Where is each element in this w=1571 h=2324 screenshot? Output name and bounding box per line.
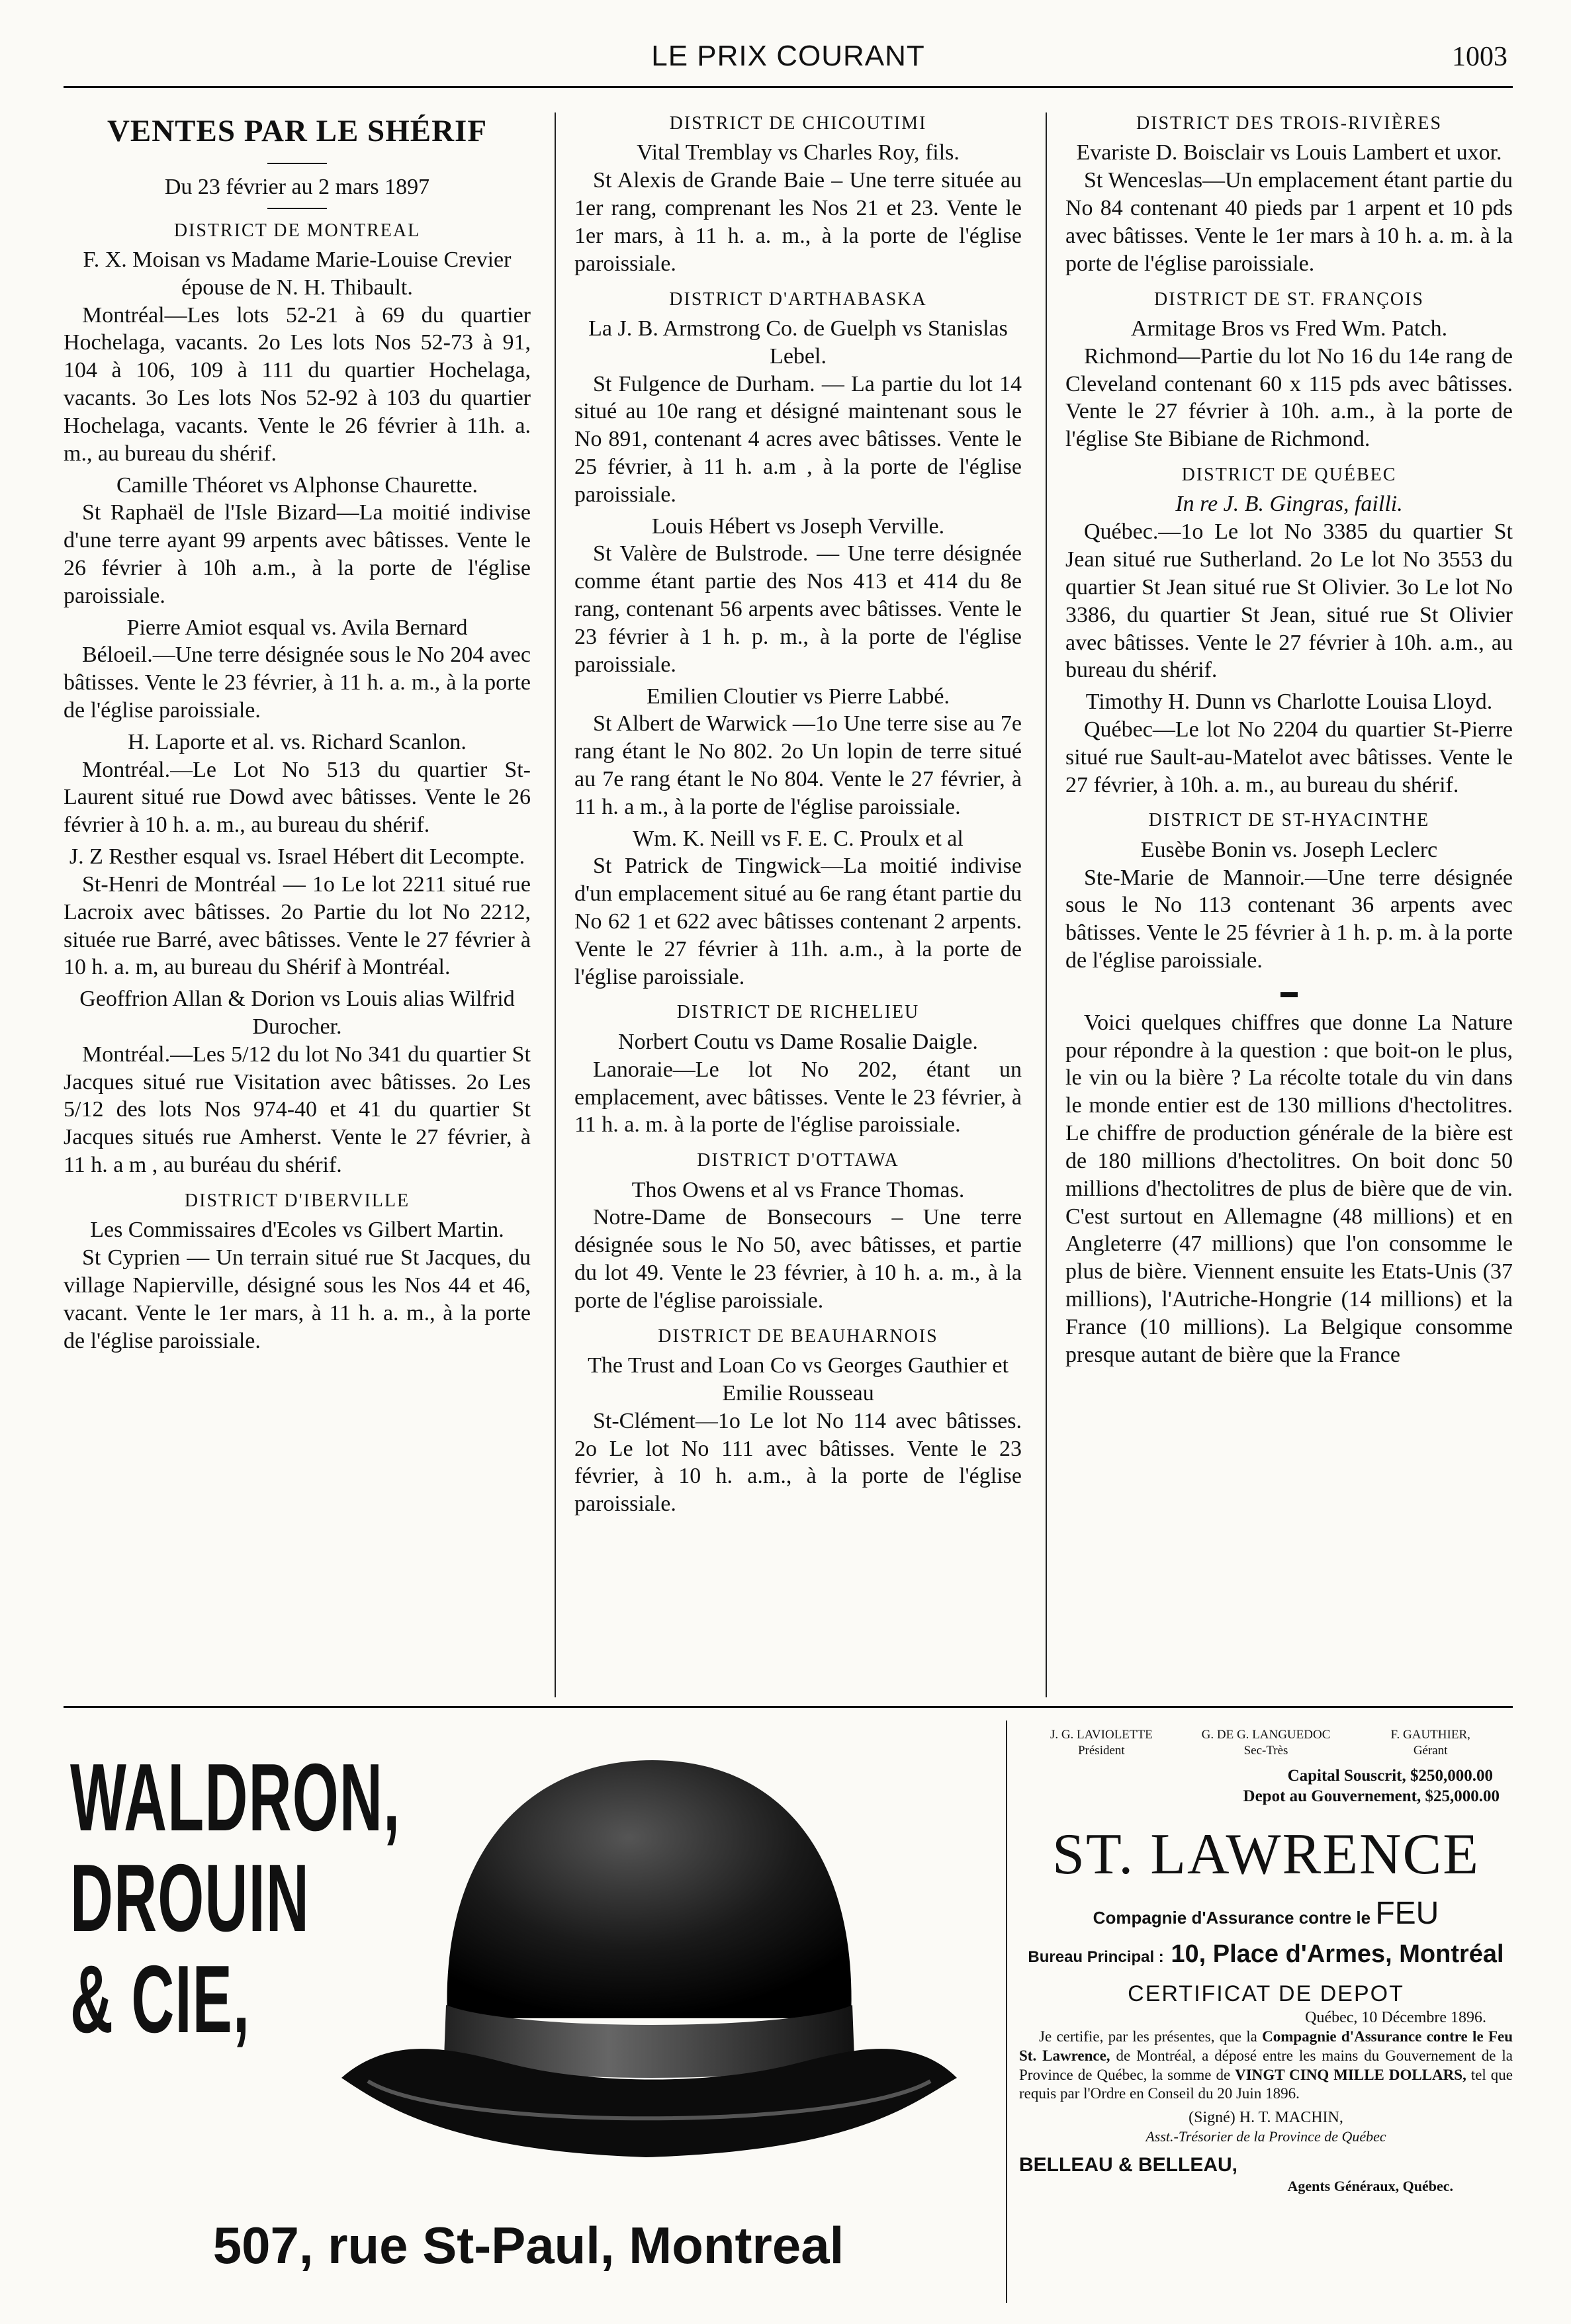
divider [267, 163, 327, 164]
district-heading: DISTRICT DE RICHELIEU [676, 1002, 920, 1023]
sale-item [64, 729, 531, 839]
sale-item [1065, 315, 1513, 453]
column-2 [555, 112, 1022, 1697]
sale-item [574, 1177, 1022, 1315]
sale-text: Richmond—Partie du lot No 16 du 14e rang de Cleveland contenant 60 x 115 pds avec bâtisses. Vente le 27 février à 10h. a.m., à la porte de l'église Ste Bibiane de Richmond. [1065, 343, 1513, 452]
cert-text: Je certifie, par les présentes, que la [1039, 2028, 1257, 2045]
capital-subscribed: Capital Souscrit, $250,000.00 [1287, 1766, 1493, 1785]
sale-text: Lanoraie—Le lot No 202, étant un emplacement, avec bâtisses. Vente le 23 février, à 11 h. a. m. à la porte de l'église paroissiale. [574, 1057, 1022, 1138]
sale-text: St Raphaël de l'Isle Bizard—La moitié indivise d'une terre ayant 99 arpents avec bâtisses. Vente le 26 février à 10h a.m., à la porte de l'église paroissiale. [64, 500, 531, 608]
sale-parties: Eusèbe Bonin vs. Joseph Leclerc [1140, 837, 1438, 862]
officers-row [1019, 1727, 1513, 1743]
firm-name-line: WALDRON, [70, 1744, 401, 1851]
sale-text: Montréal—Les lots 52-21 à 69 du quartier Hochelaga, vacants. 2o Les lots Nos 52-73 à 91, 104 à 106, 109 à 111 du quartier Hochelaga, vacants. 3o Les lots Nos 52-92 à 103 du quartier Hochelaga, vacants. Vente le 26 février à 11h. a. m., au bureau du shérif. [64, 302, 531, 466]
sale-parties: Camille Théoret vs Alphonse Chaurette. [116, 472, 478, 498]
officer-name: F. GAUTHIER, [1390, 1728, 1470, 1742]
sale-item [1065, 490, 1513, 684]
sale-text: Ste-Marie de Mannoir.—Une terre désignée sous le No 113 contenant 36 arpents avec bâtisses. Vente le 25 février à 1 h. p. m. à la porte de l'église paroissiale. [1065, 865, 1513, 973]
district-heading: DISTRICT DES TROIS-RIVIÈRES [1136, 113, 1443, 134]
office-label: Bureau Principal : [1028, 1948, 1164, 1966]
district-heading: DISTRICT DE BEAUHARNOIS [658, 1325, 938, 1347]
header-rule [64, 86, 1513, 88]
sale-item [1065, 688, 1513, 799]
sale-text: St Alexis de Grande Baie – Une terre située au 1er rang, comprenant les Nos 21 et 23. Vente le 1er mars, à 11 h. a. m., à la porte de l'église paroissiale. [574, 168, 1022, 276]
article-columns [64, 112, 1513, 1697]
sale-text: St-Henri de Montréal — 1o Le lot 2211 situé rue Lacroix avec bâtisses. 2o Partie du lot No 2212, située rue Barré, avec bâtisses. Vente le 27 février à 10 h. a. m, au bureau du Shérif à Montréal. [64, 871, 531, 980]
divider [267, 208, 327, 209]
certificate-date: Québec, 10 Décembre 1896. [1305, 2009, 1486, 2026]
district-heading: DISTRICT D'ARTHABASKA [669, 289, 927, 310]
sale-item [64, 843, 531, 981]
district-heading: DISTRICT DE CHICOUTIMI [669, 113, 927, 134]
sale-parties: Norbert Coutu vs Dame Rosalie Daigle. [618, 1029, 978, 1054]
government-deposit: Depot au Gouvernement, $25,000.00 [1243, 1787, 1500, 1805]
ads-rule [64, 1706, 1513, 1708]
note-text: Voici quelques chiffres que donne La Nature pour répondre à la question : que boit-on le plus, le vin ou la bière ? La récolte totale du vin dans le monde entier est de 130 millions d'hectolitres. Le chiffre de production générale de la bière est de 180 millions d'hectolitres. On boit donc 50 millions d'hectolitres de plus de bière que de vin. C'est surtout en Allemagne (48 millions) et en Angleterre (47 millions) que l'on consomme le plus de bière. Viennent ensuite les Etats-Unis (37 millions), l'Autriche-Hongrie (14 millions) et la France (10 millions). La Belgique consomme presque autant de bière que la France [1065, 1010, 1513, 1367]
column-1 [64, 112, 531, 1697]
officer-title: Président [1077, 1743, 1125, 1758]
officer-title: Gérant [1413, 1743, 1448, 1758]
cert-amount: VINGT CINQ MILLE DOLLARS, [1235, 2066, 1466, 2083]
officer-title: Sec-Très [1243, 1743, 1288, 1758]
sale-parties: Evariste D. Boisclair vs Louis Lambert et uxor. [1076, 140, 1502, 165]
sale-parties: Pierre Amiot esqual vs. Avila Bernard [126, 615, 468, 640]
sale-parties: F. X. Moisan vs Madame Marie-Louise Crevier épouse de N. H. Thibault. [83, 247, 512, 300]
signature-title: Asst.-Trésorier de la Province de Québec [1145, 2128, 1386, 2145]
agents-name: BELLEAU & BELLEAU, [1019, 2153, 1237, 2176]
company-name: ST. LAWRENCE [1052, 1822, 1480, 1887]
sale-item [574, 513, 1022, 679]
district-heading: DISTRICT DE ST. FRANÇOIS [1154, 289, 1424, 310]
cert-text: tel que requis par l'Ordre en Conseil du 20 Juin 1896. [1019, 2066, 1513, 2102]
section-title: VENTES PAR LE SHÉRIF [107, 114, 488, 148]
sale-text: Québec.—1o Le lot No 3385 du quartier St Jean situé rue Sutherland. 2o Le lot No 3553 du quartier St Jean situé rue St Olivier. 3o Le lot No 3386, du quartier St Jean, situé rue St Olivier avec bâtisses. Vente le 27 février à 10h. a.m., au bureau du shérif. [1065, 519, 1513, 683]
head-office [1019, 1939, 1513, 1971]
sale-parties: H. Laporte et al. vs. Richard Scanlon. [128, 729, 467, 754]
sale-parties: La J. B. Armstrong Co. de Guelph vs Stanislas Lebel. [588, 316, 1008, 369]
sale-item [574, 683, 1022, 821]
sale-text: Notre-Dame de Bonsecours – Une terre désignée sous le No 50, avec bâtisses, et partie du lot 49. Vente le 23 février, à 10 h. a. m., à la porte de l'église paroissiale. [574, 1205, 1022, 1313]
sale-parties: Thos Owens et al vs France Thomas. [631, 1177, 965, 1202]
officer-name: G. DE G. LANGUEDOC [1201, 1728, 1331, 1742]
sale-item [1065, 836, 1513, 975]
waldron-advertisement [64, 1721, 993, 2296]
tagline-feu: FEU [1375, 1896, 1439, 1931]
sale-item [574, 1028, 1022, 1139]
sale-item [64, 1216, 531, 1355]
sale-text: St Albert de Warwick —1o Une terre sise au 7e rang étant le No 802. 2o Un lopin de terre situé au 7e rang étant le No 804. Vente le 27 février, à 11 h. a m., à la porte de l'église paroissiale. [574, 711, 1022, 819]
column-3 [1046, 112, 1513, 1697]
certificate-title: CERTIFICAT DE DEPOT [1128, 1981, 1404, 2006]
sale-item [574, 139, 1022, 277]
district-heading: DISTRICT DE MONTREAL [173, 220, 421, 241]
officer-titles-row [1019, 1743, 1513, 1759]
cert-text: de Montréal, a déposé entre les mains du Gouvernement de la Province de Québec, la somme de [1019, 2047, 1513, 2083]
sale-text: Québec—Le lot No 2204 du quartier St-Pierre situé rue Sault-au-Matelot avec bâtisses. Vente le 27 février, à 10h. a. m., au bureau du shérif. [1065, 717, 1513, 797]
sale-parties: Timothy H. Dunn vs Charlotte Louisa Lloyd. [1085, 690, 1493, 715]
signature: (Signé) H. T. MACHIN, [1189, 2109, 1343, 2126]
ad-divider [1006, 1721, 1007, 2303]
sale-item [64, 614, 531, 725]
firm-name-line: & CIE, [70, 1945, 251, 2053]
st-lawrence-advertisement [1019, 1727, 1513, 2296]
district-heading: DISTRICT D'OTTAWA [697, 1150, 899, 1171]
sale-item [574, 315, 1022, 509]
sale-item [64, 246, 531, 468]
sale-text: St Fulgence de Durham. — La partie du lot 14 situé au 10e rang et désigné maintenant sous le No 891, contenant 4 acres avec bâtisses. Vente le 25 février, à 11 h. a.m , à la porte de l'église paroissiale. [574, 371, 1022, 507]
office-address: 10, Place d'Armes, Montréal [1171, 1940, 1504, 1968]
ornament-divider: ▬ [1280, 981, 1298, 1001]
sale-item [1065, 139, 1513, 277]
sale-item [574, 825, 1022, 991]
sale-text: St Wenceslas—Un emplacement étant partie du No 84 contenant 40 pieds par 1 arpent et 10 pds avec bâtisses. Vente le 1er mars à 10 h. a. m. à la porte de l'église paroissiale. [1065, 168, 1513, 276]
page-header [64, 0, 1513, 83]
certificate-body [1019, 2028, 1513, 2104]
page-number: 1003 [1452, 42, 1507, 72]
note-item [1065, 1009, 1513, 1369]
bowler-hat-illustration [315, 1734, 977, 2197]
district-heading: DISTRICT DE ST-HYACINTHE [1148, 810, 1430, 831]
sale-item [574, 1352, 1022, 1518]
sale-parties: Wm. K. Neill vs F. E. C. Proulx et al [633, 826, 964, 851]
sale-text: St Valère de Bulstrode. — Une terre désignée comme étant partie des Nos 413 et 414 du 8e rang, contenant 56 arpents avec bâtisses. Vente le 23 février à 1 h. p. m., à la porte de l'église paroissiale. [574, 541, 1022, 677]
sale-parties: In re J. B. Gingras, failli. [1175, 492, 1403, 517]
sale-parties: Les Commissaires d'Ecoles vs Gilbert Martin. [90, 1218, 504, 1243]
sale-text: Montréal.—Les 5/12 du lot No 341 du quartier St Jacques situé rue Visitation avec bâtisses. 2o Les 5/12 des lots Nos 974-40 et 41 du quartier St Jacques situés rue Amherst. Vente le 27 février, à 11 h. a m , au buréau du shérif. [64, 1042, 531, 1178]
cert-company: Compagnie d'Assurance contre le Feu St. Lawrence, [1019, 2028, 1513, 2064]
sale-parties: Louis Hébert vs Joseph Verville. [651, 514, 945, 539]
company-tagline [1019, 1894, 1513, 1934]
sale-text: Béloeil.—Une terre désignée sous le No 204 avec bâtisses. Vente le 23 février, à 11 h. a. m., à la porte de l'église paroissiale. [64, 643, 531, 723]
agents-subtitle: Agents Généraux, Québec. [1287, 2178, 1453, 2194]
journal-title: LE PRIX COURANT [651, 40, 925, 72]
sale-parties: Geoffrion Allan & Dorion vs Louis alias Wilfrid Durocher. [79, 987, 515, 1039]
sale-parties: Emilien Cloutier vs Pierre Labbé. [647, 684, 950, 709]
sale-parties: Vital Tremblay vs Charles Roy, fils. [637, 140, 960, 165]
district-heading: DISTRICT DE QUÉBEC [1181, 465, 1397, 485]
sale-text: St-Clément—1o Le lot No 114 avec bâtisses. 2o Le lot No 111 avec bâtisses. Vente le 23 février, à 10 h. a.m., à la porte de l'église paroissiale. [574, 1408, 1022, 1517]
sale-item [64, 985, 531, 1179]
ad-address: 507, rue St-Paul, Montreal [212, 2216, 844, 2274]
firm-name-line: DROUIN [70, 1844, 310, 1952]
tagline-text: Compagnie d'Assurance contre le [1093, 1908, 1371, 1928]
date-range: Du 23 février au 2 mars 1897 [164, 174, 430, 199]
district-heading: DISTRICT D'IBERVILLE [184, 1190, 410, 1211]
sale-text: St Cyprien — Un terrain situé rue St Jacques, du village Napierville, désigné sous les Nos 44 et 46, vacant. Vente le 1er mars, à 11 h. a. m., à la porte de l'église paroissiale. [64, 1245, 531, 1353]
sale-item [64, 472, 531, 610]
sale-text: Montréal.—Le Lot No 513 du quartier St-Laurent situé rue Dowd avec bâtisses. Vente le 26 février à 10 h. a. m., au bureau du shérif. [64, 757, 531, 838]
sale-text: St Patrick de Tingwick—La moitié indivise d'un emplacement situé au 6e rang étant partie du No 62 1 et 622 avec bâtisses contenant 2 arpents. Vente le 27 février à 11h. a.m., à la porte de l'église paroissiale. [574, 854, 1022, 989]
officer-name: J. G. LAVIOLETTE [1050, 1728, 1153, 1742]
sale-parties: J. Z Resther esqual vs. Israel Hébert dit Lecompte. [69, 844, 525, 870]
sale-parties: The Trust and Loan Co vs Georges Gauthier et Emilie Rousseau [588, 1353, 1009, 1406]
sale-parties: Armitage Bros vs Fred Wm. Patch. [1130, 316, 1448, 341]
